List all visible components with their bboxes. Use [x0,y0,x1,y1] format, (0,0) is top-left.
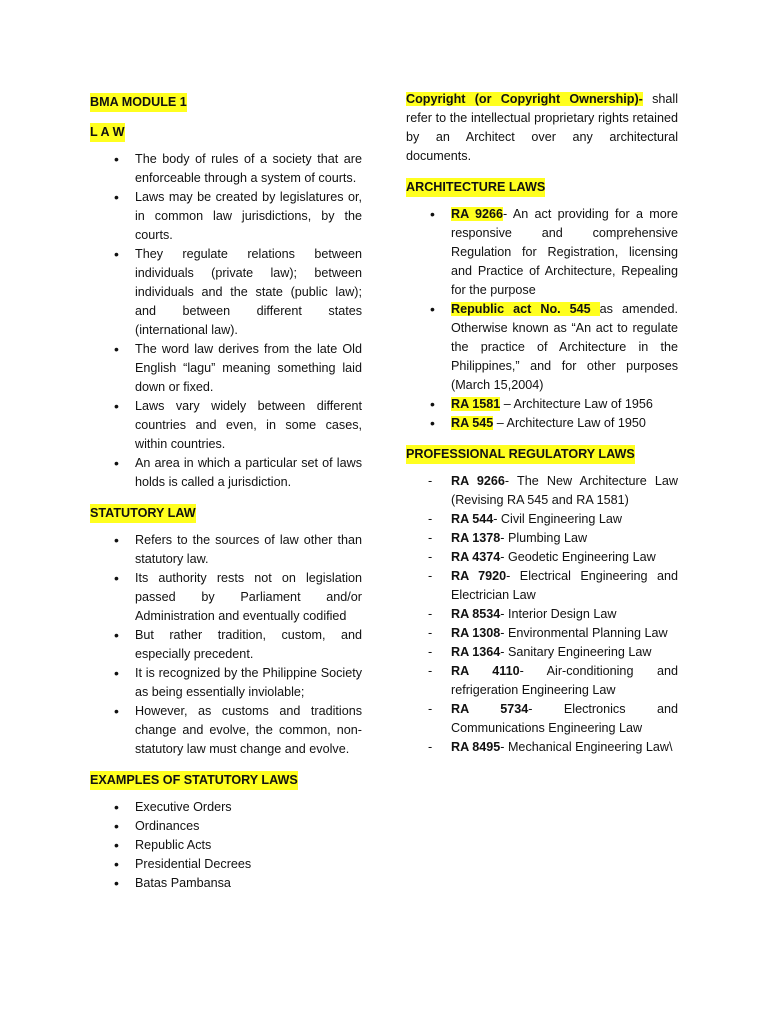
law-description: - Sanitary Engineering Law [500,645,652,659]
architecture-laws-heading: ARCHITECTURE LAWS [406,178,545,197]
list-item: • Laws may be created by legislatures or, in common law jurisdictions, by the courts. [90,188,362,245]
law-description: - Interior Design Law [500,607,617,621]
law-code: RA 4110 [451,664,520,678]
list-item: • The body of rules of a society that are enforceable through a system of courts. [90,150,362,188]
law-description: - Mechanical Engineering Law\ [500,740,673,754]
law-description: - Electrical Engineering and Electrician Law [451,569,678,602]
copyright-text: shall refer to the intellectual proprietary rights retained by an Architect over any architectural documents. [406,92,678,163]
list-item [406,738,678,757]
list-item [406,662,678,700]
law-code: RA 1378 [451,531,501,545]
law-heading: L A W [90,123,125,142]
architecture-laws-list [406,205,678,433]
list-item: • But rather tradition, custom, and especially precedent. [90,626,362,664]
statutory-list [90,531,362,759]
law-description: - Environmental Planning Law [500,626,668,640]
law-description: - Geodetic Engineering Law [500,550,656,564]
professional-laws-heading: PROFESSIONAL REGULATORY LAWS [406,445,635,464]
list-item: • Batas Pambansa [90,874,362,893]
law-description: as amended. Otherwise known as “An act to regulate the practice of Architecture in the Philippines,” and for other purposes (March 15,2004) [451,302,678,392]
law-code: RA 4374 [451,550,501,564]
law-description: – Architecture Law of 1950 [493,416,646,430]
law-description: - An act providing for a more responsive and comprehensive Regulation for Registration, licensing and Practice of Architecture, Repealing for the purpose [451,207,678,297]
law-code: RA 1364 [451,645,501,659]
list-item [406,529,678,548]
list-item: • The word law derives from the late Old English “lagu” meaning something laid down or fixed. [90,340,362,397]
law-code: RA 545 [451,416,494,430]
law-code: RA 1308 [451,626,501,640]
law-code: RA 544 [451,512,494,526]
list-item [406,205,678,300]
professional-laws-list [406,472,678,757]
list-item: • It is recognized by the Philippine Society as being essentially inviolable; [90,664,362,702]
statutory-heading: STATUTORY LAW [90,504,196,523]
list-item [406,472,678,510]
law-list [90,150,362,492]
list-item: • However, as customs and traditions change and evolve, the common, non-statutory law must change and evolve. [90,702,362,759]
right-column [406,90,678,757]
list-item [406,605,678,624]
law-code: RA 9266 [451,474,505,488]
list-item [406,300,678,395]
law-code: RA 5734 [451,702,529,716]
law-code: RA 8534 [451,607,501,621]
law-code: RA 9266 [451,207,504,221]
list-item: • Ordinances [90,817,362,836]
law-code: Republic act No. 545 [451,302,600,316]
examples-heading: EXAMPLES OF STATUTORY LAWS [90,771,298,790]
list-item: • They regulate relations between individuals (private law); between individuals and the state (public law); and between different states (international law). [90,245,362,340]
list-item [406,548,678,567]
list-item [406,414,678,433]
law-description: - Civil Engineering Law [493,512,623,526]
examples-list [90,798,362,893]
law-description: - Electronics and Communications Engineering Law [451,702,678,735]
list-item [406,643,678,662]
list-item [406,700,678,738]
list-item: • Its authority rests not on legislation passed by Parliament and/or Administration and eventually codified [90,569,362,626]
law-description: - Air-conditioning and refrigeration Engineering Law [451,664,678,697]
list-item [406,567,678,605]
law-code: RA 7920 [451,569,507,583]
list-item [406,395,678,414]
law-code: RA 8495 [451,740,501,754]
list-item: • Presidential Decrees [90,855,362,874]
copyright-term: Copyright (or Copyright Ownership)- [406,92,643,106]
module-title: BMA MODULE 1 [90,93,187,112]
law-code: RA 1581 [451,397,501,411]
list-item: • Laws vary widely between different countries and even, in some cases, within countries. [90,397,362,454]
list-item: • Executive Orders [90,798,362,817]
list-item [406,624,678,643]
list-item: • An area in which a particular set of laws holds is called a jurisdiction. [90,454,362,492]
left-column [90,90,362,893]
law-description: - Plumbing Law [500,531,588,545]
list-item: • Refers to the sources of law other than statutory law. [90,531,362,569]
list-item: • Republic Acts [90,836,362,855]
list-item [406,510,678,529]
copyright-definition [406,90,678,166]
law-description: – Architecture Law of 1956 [500,397,653,411]
law-description: - The New Architecture Law (Revising RA 545 and RA 1581) [451,474,678,507]
